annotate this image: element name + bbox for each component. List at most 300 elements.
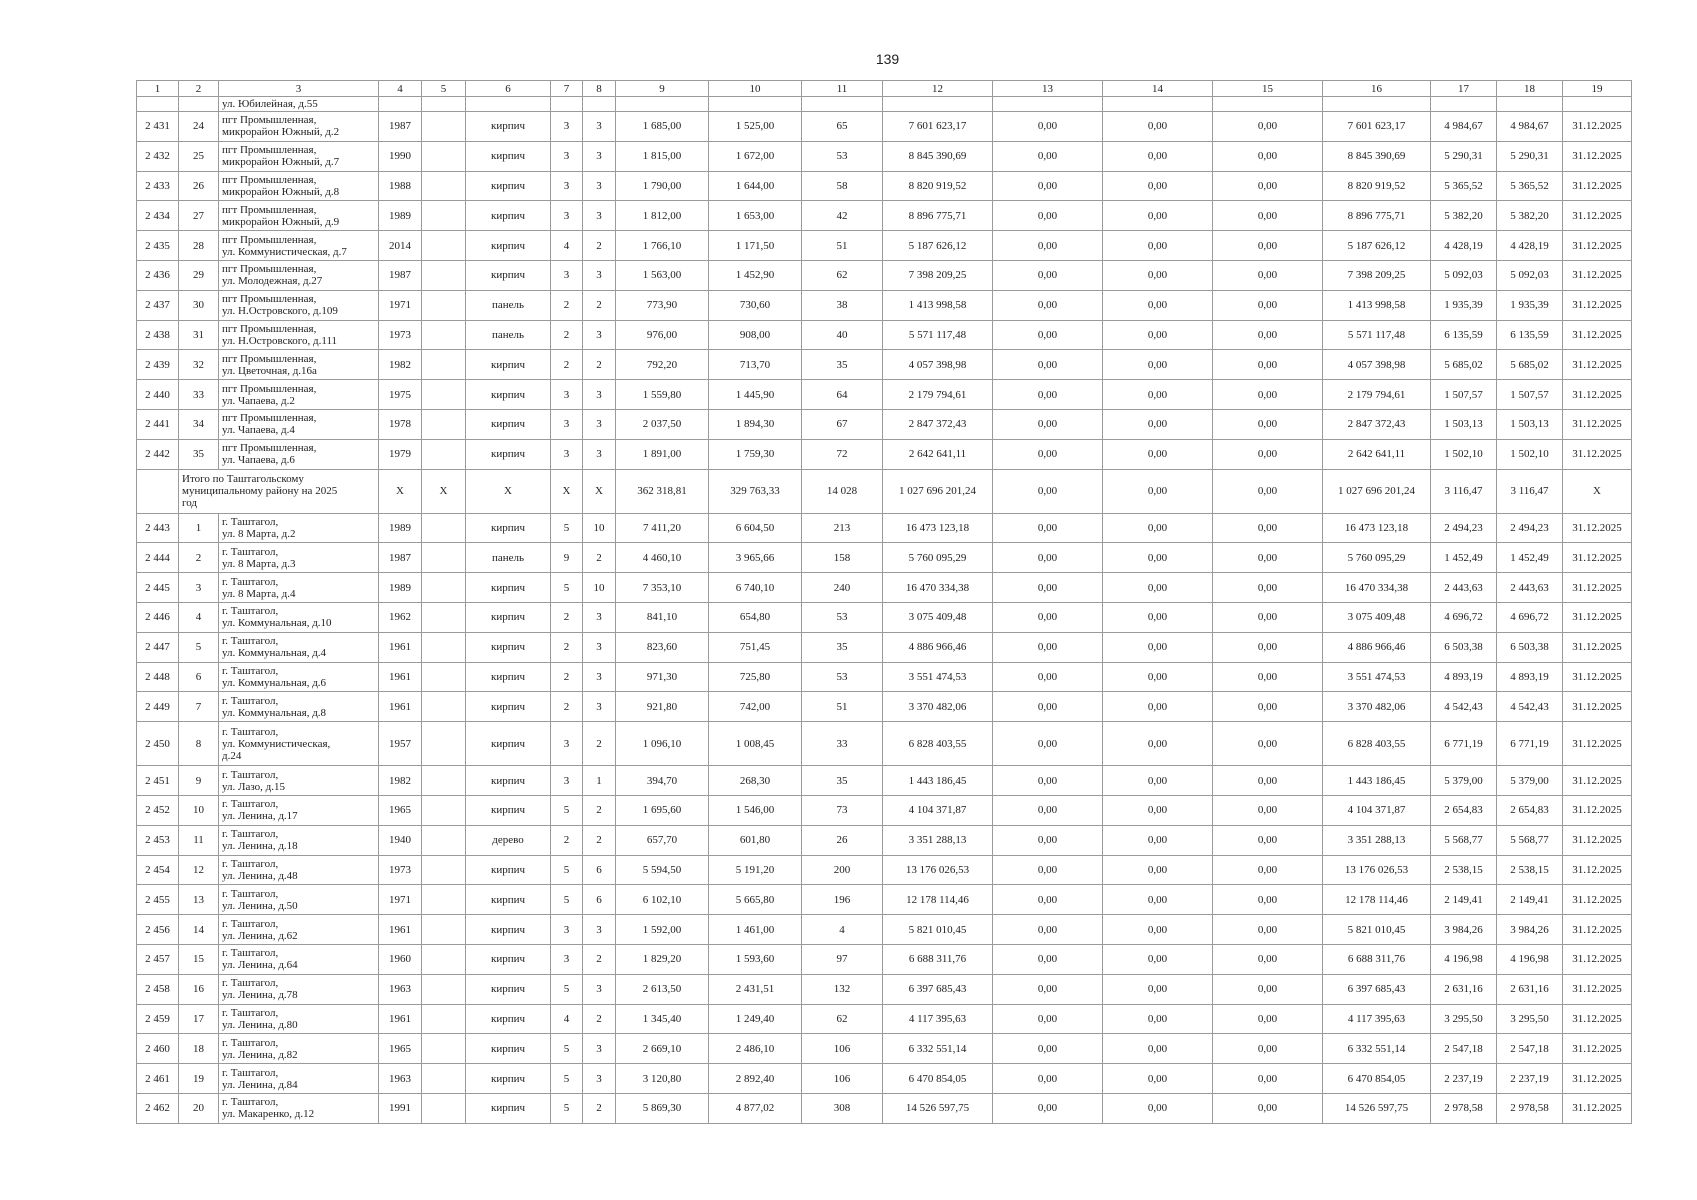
- entrances-cell: 3: [583, 602, 616, 632]
- row-number: 31: [179, 320, 219, 350]
- total-area-cell: 1 812,00: [616, 201, 709, 231]
- total-cost-cell: 5 571 117,48: [883, 320, 993, 350]
- residents-cell: 106: [802, 1064, 883, 1094]
- material-cell: кирпич: [466, 141, 551, 171]
- col13-cell: 0,00: [993, 439, 1103, 469]
- empty-cell: [1103, 97, 1213, 112]
- residents-cell: 35: [802, 350, 883, 380]
- row-number: 14: [179, 915, 219, 945]
- floors-cell: 2: [551, 662, 583, 692]
- table-row: [137, 141, 1632, 171]
- row-index: 2 454: [137, 855, 179, 885]
- living-area-cell: 654,80: [709, 602, 802, 632]
- table-row: [137, 662, 1632, 692]
- max-unit-cost-cell: 2 547,18: [1497, 1034, 1563, 1064]
- row-index: 2 443: [137, 513, 179, 543]
- residents-cell: 106: [802, 1034, 883, 1064]
- max-unit-cost-cell: 5 092,03: [1497, 260, 1563, 290]
- total-value-cell: 1 027 696 201,24: [883, 469, 993, 513]
- unit-cost-cell: 2 494,23: [1431, 513, 1497, 543]
- table-row: [137, 231, 1632, 261]
- address-cell: г. Таштагол, ул. Ленина, д.18: [219, 825, 379, 855]
- own-funds-cell: 2 179 794,61: [1323, 380, 1431, 410]
- total-cost-cell: 16 470 334,38: [883, 573, 993, 603]
- material-cell: кирпич: [466, 1004, 551, 1034]
- entrances-cell: 3: [583, 915, 616, 945]
- material-cell: кирпич: [466, 602, 551, 632]
- col13-cell: 0,00: [993, 260, 1103, 290]
- row-index: 2 444: [137, 543, 179, 573]
- unit-cost-cell: 1 507,57: [1431, 380, 1497, 410]
- row-index: 2 438: [137, 320, 179, 350]
- address-cell: пгт Промышленная, ул. Чапаева, д.6: [219, 439, 379, 469]
- unit-cost-cell: 5 365,52: [1431, 171, 1497, 201]
- unit-cost-cell: 2 654,83: [1431, 795, 1497, 825]
- row-index: 2 452: [137, 795, 179, 825]
- address-cell: пгт Промышленная, ул. Молодежная, д.27: [219, 260, 379, 290]
- unit-cost-cell: 4 428,19: [1431, 231, 1497, 261]
- row-index: 2 448: [137, 662, 179, 692]
- own-funds-cell: 4 057 398,98: [1323, 350, 1431, 380]
- col15-cell: 0,00: [1213, 766, 1323, 796]
- empty-cell: [137, 97, 179, 112]
- entrances-cell: 3: [583, 260, 616, 290]
- max-unit-cost-cell: 2 494,23: [1497, 513, 1563, 543]
- max-unit-cost-cell: 1 507,57: [1497, 380, 1563, 410]
- unit-cost-cell: 4 542,43: [1431, 692, 1497, 722]
- total-area-cell: 1 815,00: [616, 141, 709, 171]
- col13-cell: 0,00: [993, 632, 1103, 662]
- max-unit-cost-cell: 4 696,72: [1497, 602, 1563, 632]
- empty-cell: [1431, 97, 1497, 112]
- living-area-cell: 1 008,45: [709, 722, 802, 766]
- entrances-cell: 3: [583, 632, 616, 662]
- max-unit-cost-cell: 4 542,43: [1497, 692, 1563, 722]
- total-area-cell: 1 592,00: [616, 915, 709, 945]
- unit-cost-cell: 4 696,72: [1431, 602, 1497, 632]
- own-funds-cell: 2 847 372,43: [1323, 409, 1431, 439]
- year-cell: 1987: [379, 260, 422, 290]
- total-area-cell: 773,90: [616, 290, 709, 320]
- col13-cell: 0,00: [993, 662, 1103, 692]
- unit-cost-cell: 4 196,98: [1431, 944, 1497, 974]
- total-area-cell: 7 353,10: [616, 573, 709, 603]
- total-area-cell: 657,70: [616, 825, 709, 855]
- continuation-row: [137, 97, 1632, 112]
- deadline-cell: 31.12.2025: [1563, 290, 1632, 320]
- residents-cell: 200: [802, 855, 883, 885]
- col13-cell: 0,00: [993, 692, 1103, 722]
- total-value-cell: Х: [422, 469, 466, 513]
- year-cell: 1990: [379, 141, 422, 171]
- residents-cell: 65: [802, 112, 883, 142]
- address-cell: пгт Промышленная, микрорайон Южный, д.7: [219, 141, 379, 171]
- total-value-cell: 1 027 696 201,24: [1323, 469, 1431, 513]
- floors-cell: 3: [551, 260, 583, 290]
- col15-cell: 0,00: [1213, 885, 1323, 915]
- deadline-cell: 31.12.2025: [1563, 766, 1632, 796]
- total-area-cell: 4 460,10: [616, 543, 709, 573]
- own-funds-cell: 3 551 474,53: [1323, 662, 1431, 692]
- year-cell: 1965: [379, 1034, 422, 1064]
- own-funds-cell: 5 760 095,29: [1323, 543, 1431, 573]
- address-cell: г. Таштагол, ул. Коммунистическая, д.24: [219, 722, 379, 766]
- col13-cell: 0,00: [993, 944, 1103, 974]
- col5-cell: [422, 662, 466, 692]
- living-area-cell: 5 665,80: [709, 885, 802, 915]
- total-cost-cell: 4 117 395,63: [883, 1004, 993, 1034]
- unit-cost-cell: 6 503,38: [1431, 632, 1497, 662]
- own-funds-cell: 7 601 623,17: [1323, 112, 1431, 142]
- living-area-cell: 713,70: [709, 350, 802, 380]
- col13-cell: 0,00: [993, 350, 1103, 380]
- own-funds-cell: 4 117 395,63: [1323, 1004, 1431, 1034]
- empty-cell: [1323, 97, 1431, 112]
- unit-cost-cell: 1 503,13: [1431, 409, 1497, 439]
- address-cell: пгт Промышленная, ул. Чапаева, д.2: [219, 380, 379, 410]
- address-cell: г. Таштагол, ул. Коммунальная, д.8: [219, 692, 379, 722]
- residents-cell: 67: [802, 409, 883, 439]
- residents-cell: 35: [802, 632, 883, 662]
- col14-cell: 0,00: [1103, 1064, 1213, 1094]
- address-cell: г. Таштагол, ул. Ленина, д.80: [219, 1004, 379, 1034]
- col15-cell: 0,00: [1213, 141, 1323, 171]
- max-unit-cost-cell: 4 196,98: [1497, 944, 1563, 974]
- col15-cell: 0,00: [1213, 795, 1323, 825]
- living-area-cell: 1 249,40: [709, 1004, 802, 1034]
- row-index: 2 460: [137, 1034, 179, 1064]
- total-cost-cell: 3 370 482,06: [883, 692, 993, 722]
- row-number: 20: [179, 1093, 219, 1123]
- row-number: 25: [179, 141, 219, 171]
- residents-cell: 58: [802, 171, 883, 201]
- empty-cell: [137, 469, 179, 513]
- table-row: [137, 350, 1632, 380]
- column-number-header: 9: [616, 81, 709, 97]
- row-index: 2 441: [137, 409, 179, 439]
- col14-cell: 0,00: [1103, 974, 1213, 1004]
- col13-cell: 0,00: [993, 171, 1103, 201]
- table-row: [137, 1004, 1632, 1034]
- col15-cell: 0,00: [1213, 231, 1323, 261]
- unit-cost-cell: 5 379,00: [1431, 766, 1497, 796]
- deadline-cell: 31.12.2025: [1563, 632, 1632, 662]
- total-value-cell: 0,00: [1103, 469, 1213, 513]
- address-cell: г. Таштагол, ул. Ленина, д.17: [219, 795, 379, 825]
- col15-cell: 0,00: [1213, 380, 1323, 410]
- living-area-cell: 725,80: [709, 662, 802, 692]
- row-index: 2 457: [137, 944, 179, 974]
- max-unit-cost-cell: 3 295,50: [1497, 1004, 1563, 1034]
- max-unit-cost-cell: 2 443,63: [1497, 573, 1563, 603]
- col15-cell: 0,00: [1213, 1093, 1323, 1123]
- column-number-header: 4: [379, 81, 422, 97]
- living-area-cell: 1 644,00: [709, 171, 802, 201]
- total-cost-cell: 16 473 123,18: [883, 513, 993, 543]
- year-cell: 1961: [379, 1004, 422, 1034]
- entrances-cell: 3: [583, 974, 616, 1004]
- total-area-cell: 823,60: [616, 632, 709, 662]
- max-unit-cost-cell: 1 452,49: [1497, 543, 1563, 573]
- row-number: 17: [179, 1004, 219, 1034]
- column-number-header: 11: [802, 81, 883, 97]
- row-index: 2 440: [137, 380, 179, 410]
- table-row: [137, 602, 1632, 632]
- empty-cell: [379, 97, 422, 112]
- col13-cell: 0,00: [993, 543, 1103, 573]
- total-area-cell: 394,70: [616, 766, 709, 796]
- col14-cell: 0,00: [1103, 380, 1213, 410]
- address-cell: г. Таштагол, ул. Ленина, д.50: [219, 885, 379, 915]
- own-funds-cell: 13 176 026,53: [1323, 855, 1431, 885]
- floors-cell: 3: [551, 439, 583, 469]
- col15-cell: 0,00: [1213, 260, 1323, 290]
- year-cell: 1989: [379, 573, 422, 603]
- living-area-cell: 6 604,50: [709, 513, 802, 543]
- address-cell: пгт Промышленная, ул. Чапаева, д.4: [219, 409, 379, 439]
- max-unit-cost-cell: 6 135,59: [1497, 320, 1563, 350]
- residents-cell: 51: [802, 692, 883, 722]
- residents-cell: 35: [802, 766, 883, 796]
- own-funds-cell: 2 642 641,11: [1323, 439, 1431, 469]
- unit-cost-cell: 1 935,39: [1431, 290, 1497, 320]
- entrances-cell: 2: [583, 1004, 616, 1034]
- total-area-cell: 971,30: [616, 662, 709, 692]
- residents-cell: 73: [802, 795, 883, 825]
- col14-cell: 0,00: [1103, 409, 1213, 439]
- living-area-cell: 4 877,02: [709, 1093, 802, 1123]
- total-row: [137, 469, 1632, 513]
- row-number: 24: [179, 112, 219, 142]
- total-area-cell: 2 037,50: [616, 409, 709, 439]
- unit-cost-cell: 2 631,16: [1431, 974, 1497, 1004]
- residents-cell: 40: [802, 320, 883, 350]
- entrances-cell: 3: [583, 112, 616, 142]
- total-area-cell: 1 559,80: [616, 380, 709, 410]
- unit-cost-cell: 2 149,41: [1431, 885, 1497, 915]
- material-cell: кирпич: [466, 231, 551, 261]
- own-funds-cell: 4 886 966,46: [1323, 632, 1431, 662]
- row-index: 2 455: [137, 885, 179, 915]
- col5-cell: [422, 855, 466, 885]
- year-cell: 1987: [379, 543, 422, 573]
- unit-cost-cell: 6 771,19: [1431, 722, 1497, 766]
- max-unit-cost-cell: 5 568,77: [1497, 825, 1563, 855]
- entrances-cell: 2: [583, 825, 616, 855]
- material-cell: панель: [466, 290, 551, 320]
- deadline-cell: 31.12.2025: [1563, 795, 1632, 825]
- col13-cell: 0,00: [993, 825, 1103, 855]
- row-number: 16: [179, 974, 219, 1004]
- row-number: 15: [179, 944, 219, 974]
- table-row: [137, 974, 1632, 1004]
- year-cell: 1961: [379, 692, 422, 722]
- material-cell: кирпич: [466, 380, 551, 410]
- col15-cell: 0,00: [1213, 543, 1323, 573]
- deadline-cell: 31.12.2025: [1563, 974, 1632, 1004]
- total-cost-cell: 4 104 371,87: [883, 795, 993, 825]
- table-row: [137, 513, 1632, 543]
- empty-cell: [1497, 97, 1563, 112]
- max-unit-cost-cell: 2 978,58: [1497, 1093, 1563, 1123]
- floors-cell: 5: [551, 885, 583, 915]
- residents-cell: 196: [802, 885, 883, 915]
- empty-cell: [422, 97, 466, 112]
- own-funds-cell: 5 821 010,45: [1323, 915, 1431, 945]
- floors-cell: 3: [551, 171, 583, 201]
- entrances-cell: 10: [583, 513, 616, 543]
- total-cost-cell: 6 470 854,05: [883, 1064, 993, 1094]
- empty-cell: [616, 97, 709, 112]
- col13-cell: 0,00: [993, 513, 1103, 543]
- unit-cost-cell: 1 502,10: [1431, 439, 1497, 469]
- col5-cell: [422, 974, 466, 1004]
- residents-cell: 240: [802, 573, 883, 603]
- total-value-cell: Х: [551, 469, 583, 513]
- own-funds-cell: 3 370 482,06: [1323, 692, 1431, 722]
- deadline-cell: 31.12.2025: [1563, 915, 1632, 945]
- own-funds-cell: 4 104 371,87: [1323, 795, 1431, 825]
- table-row: [137, 573, 1632, 603]
- deadline-cell: 31.12.2025: [1563, 825, 1632, 855]
- year-cell: 1965: [379, 795, 422, 825]
- material-cell: кирпич: [466, 350, 551, 380]
- floors-cell: 5: [551, 513, 583, 543]
- max-unit-cost-cell: 1 935,39: [1497, 290, 1563, 320]
- col15-cell: 0,00: [1213, 409, 1323, 439]
- row-index: 2 431: [137, 112, 179, 142]
- deadline-cell: 31.12.2025: [1563, 722, 1632, 766]
- living-area-cell: 6 740,10: [709, 573, 802, 603]
- deadline-cell: 31.12.2025: [1563, 439, 1632, 469]
- total-area-cell: 5 594,50: [616, 855, 709, 885]
- address-cell: пгт Промышленная, микрорайон Южный, д.9: [219, 201, 379, 231]
- floors-cell: 2: [551, 602, 583, 632]
- residents-cell: 42: [802, 201, 883, 231]
- col15-cell: 0,00: [1213, 350, 1323, 380]
- max-unit-cost-cell: 4 428,19: [1497, 231, 1563, 261]
- row-number: 27: [179, 201, 219, 231]
- table-row: [137, 915, 1632, 945]
- own-funds-cell: 6 470 854,05: [1323, 1064, 1431, 1094]
- col15-cell: 0,00: [1213, 201, 1323, 231]
- col14-cell: 0,00: [1103, 602, 1213, 632]
- col15-cell: 0,00: [1213, 1004, 1323, 1034]
- row-index: 2 439: [137, 350, 179, 380]
- address-cell: пгт Промышленная, микрорайон Южный, д.8: [219, 171, 379, 201]
- floors-cell: 3: [551, 944, 583, 974]
- total-area-cell: 2 669,10: [616, 1034, 709, 1064]
- total-value-cell: Х: [379, 469, 422, 513]
- year-cell: 1982: [379, 350, 422, 380]
- total-area-cell: 1 790,00: [616, 171, 709, 201]
- table-row: [137, 1034, 1632, 1064]
- residents-cell: 97: [802, 944, 883, 974]
- column-number-header: 3: [219, 81, 379, 97]
- residents-cell: 158: [802, 543, 883, 573]
- column-number-row: [137, 81, 1632, 97]
- entrances-cell: 3: [583, 380, 616, 410]
- entrances-cell: 6: [583, 885, 616, 915]
- max-unit-cost-cell: 3 984,26: [1497, 915, 1563, 945]
- total-cost-cell: 12 178 114,46: [883, 885, 993, 915]
- col14-cell: 0,00: [1103, 320, 1213, 350]
- col14-cell: 0,00: [1103, 795, 1213, 825]
- col5-cell: [422, 439, 466, 469]
- living-area-cell: 1 461,00: [709, 915, 802, 945]
- unit-cost-cell: 2 443,63: [1431, 573, 1497, 603]
- col5-cell: [422, 825, 466, 855]
- table-row: [137, 1064, 1632, 1094]
- floors-cell: 2: [551, 692, 583, 722]
- year-cell: 1975: [379, 380, 422, 410]
- unit-cost-cell: 4 984,67: [1431, 112, 1497, 142]
- col14-cell: 0,00: [1103, 573, 1213, 603]
- col14-cell: 0,00: [1103, 543, 1213, 573]
- row-index: 2 435: [137, 231, 179, 261]
- total-cost-cell: 3 551 474,53: [883, 662, 993, 692]
- column-number-header: 1: [137, 81, 179, 97]
- table-row: [137, 171, 1632, 201]
- col5-cell: [422, 1064, 466, 1094]
- living-area-cell: 2 892,40: [709, 1064, 802, 1094]
- floors-cell: 5: [551, 795, 583, 825]
- material-cell: панель: [466, 320, 551, 350]
- deadline-cell: 31.12.2025: [1563, 1064, 1632, 1094]
- col15-cell: 0,00: [1213, 632, 1323, 662]
- entrances-cell: 2: [583, 795, 616, 825]
- col14-cell: 0,00: [1103, 632, 1213, 662]
- living-area-cell: 1 593,60: [709, 944, 802, 974]
- row-number: 2: [179, 543, 219, 573]
- address-cell: г. Таштагол, ул. Коммунальная, д.6: [219, 662, 379, 692]
- total-value-cell: 329 763,33: [709, 469, 802, 513]
- row-number: 11: [179, 825, 219, 855]
- living-area-cell: 1 759,30: [709, 439, 802, 469]
- living-area-cell: 1 445,90: [709, 380, 802, 410]
- empty-cell: [583, 97, 616, 112]
- col5-cell: [422, 112, 466, 142]
- own-funds-cell: 8 820 919,52: [1323, 171, 1431, 201]
- col13-cell: 0,00: [993, 722, 1103, 766]
- total-cost-cell: 5 821 010,45: [883, 915, 993, 945]
- total-area-cell: 841,10: [616, 602, 709, 632]
- entrances-cell: 2: [583, 1093, 616, 1123]
- year-cell: 1989: [379, 513, 422, 543]
- col14-cell: 0,00: [1103, 722, 1213, 766]
- max-unit-cost-cell: 5 685,02: [1497, 350, 1563, 380]
- own-funds-cell: 1 413 998,58: [1323, 290, 1431, 320]
- col13-cell: 0,00: [993, 855, 1103, 885]
- living-area-cell: 2 431,51: [709, 974, 802, 1004]
- col5-cell: [422, 260, 466, 290]
- row-number: 13: [179, 885, 219, 915]
- row-index: 2 449: [137, 692, 179, 722]
- address-cell: г. Таштагол, ул. 8 Марта, д.2: [219, 513, 379, 543]
- deadline-cell: 31.12.2025: [1563, 380, 1632, 410]
- entrances-cell: 3: [583, 320, 616, 350]
- total-cost-cell: 13 176 026,53: [883, 855, 993, 885]
- floors-cell: 3: [551, 380, 583, 410]
- deadline-cell: 31.12.2025: [1563, 260, 1632, 290]
- empty-cell: [883, 97, 993, 112]
- living-area-cell: 268,30: [709, 766, 802, 796]
- deadline-cell: 31.12.2025: [1563, 602, 1632, 632]
- own-funds-cell: 3 351 288,13: [1323, 825, 1431, 855]
- total-cost-cell: 1 413 998,58: [883, 290, 993, 320]
- floors-cell: 3: [551, 112, 583, 142]
- row-index: 2 456: [137, 915, 179, 945]
